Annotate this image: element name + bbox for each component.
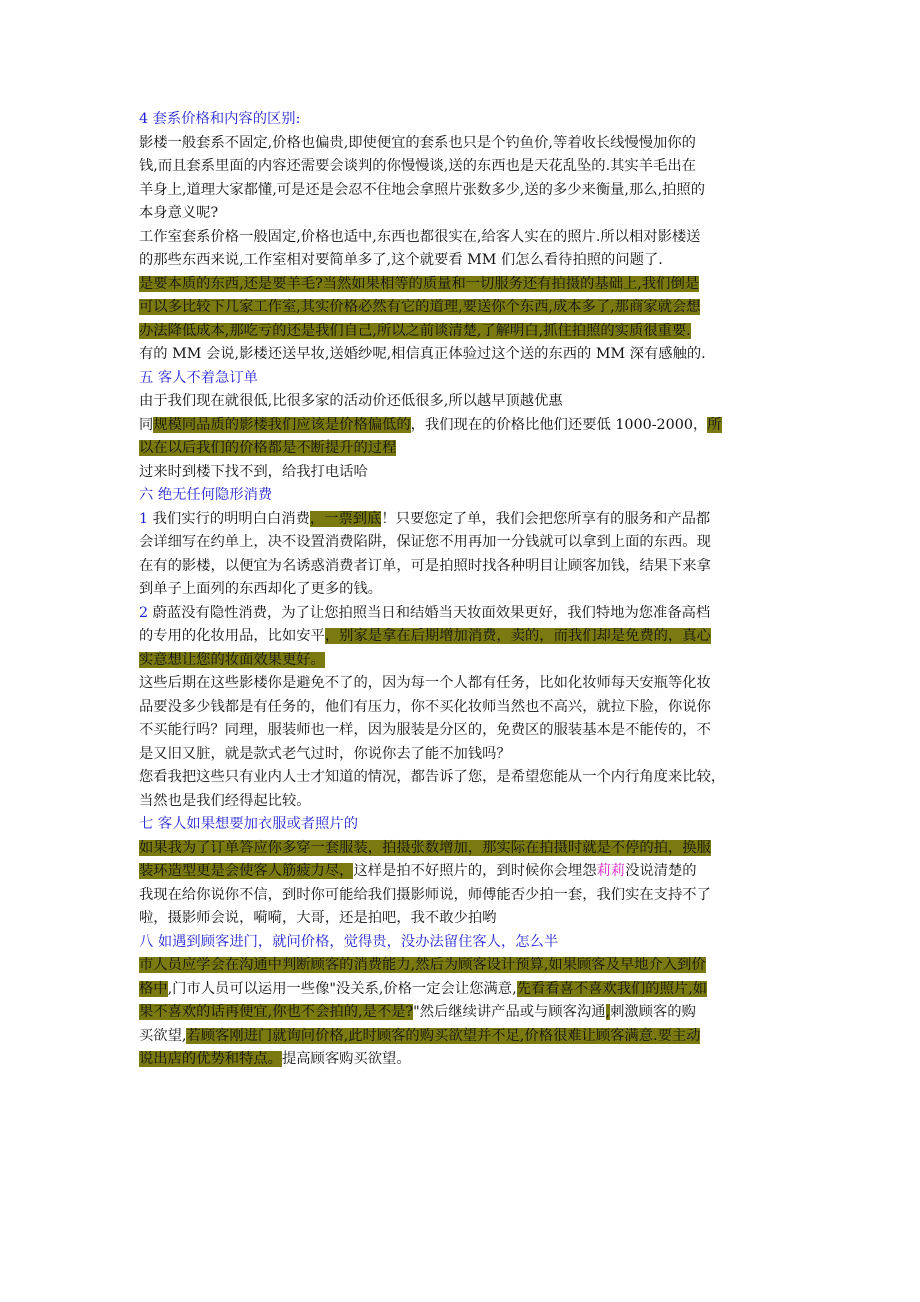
text-span: 刺激顾客的购 (610, 1004, 696, 1020)
paragraph-line: 的那些东西来说,工作室相对要简单多了,这个就要看 MM 们怎么看待拍照的问题了. (139, 252, 663, 268)
name-link: 莉莉 (596, 863, 626, 879)
text-span: 这样是拍不好照片的，到时候你会埋怨 (353, 863, 597, 879)
paragraph-line: 由于我们现在就很低,比很多家的活动价还低很多,所以越早顶越优惠 (139, 393, 563, 409)
highlighted-text: 是要本质的东西,还是要羊毛?当然如果相等的质量和一切服务还有拍摄的基础上,我们倒是 (139, 275, 700, 292)
text-span: ,门市人员可以运用一些像"没关系,价格一定会让您满意, (167, 980, 517, 997)
paragraph-line: 到单子上面列的东西却化了更多的钱。 (139, 581, 383, 597)
paragraph-line: 在有的影楼，以便宜为名诱惑消费者订单，可是拍照时找各种明目让顾客加钱，结果下来拿 (139, 557, 711, 574)
text-span: 蔚蓝没有隐性消费，为了让您拍照当日和结婚当天妆面效果更好，我们特地为您准备高档 (148, 604, 711, 621)
paragraph-line: 工作室套系价格一般固定,价格也适中,东西也都很实在,给客人实在的照片.所以相对影楼送 (139, 228, 701, 245)
paragraph-line (139, 625, 783, 649)
paragraph-line: 啦，摄影师会说，嗬嗬，大哥，还是拍吧，我不敢少拍哟 (139, 910, 497, 926)
paragraph-line (139, 1025, 783, 1049)
text-span: 提高顾客购买欲望。 (281, 1051, 411, 1067)
item-number: 2 (139, 604, 149, 621)
highlighted-text: 可以多比较下几家工作室,其实价格必然有它的道理,要送你个东西,成本多了,那商家就会想 (139, 299, 701, 315)
paragraph-line (139, 508, 783, 532)
section-heading-8: 八 如遇到顾客进门，就问价格，觉得贵，没办法留住客人，怎么半 (139, 933, 559, 950)
highlighted-text: 若顾客刚进门就询问价格,此时顾客的购买欲望并不足,价格很难让顾客满意.要主动 (186, 1027, 701, 1044)
paragraph-line: 我现在给你说你不信，到时你可能给我们摄影师说，师傅能否少拍一套，我们实在支持不了 (139, 886, 711, 903)
text-span: 没说清楚的 (625, 863, 697, 879)
paragraph-line: 有的 MM 会说,影楼还送早妆,送婚纱呢,相信真正体验过这个送的东西的 MM 深有感触的. (139, 346, 706, 362)
highlighted-text: 以在以后我们的价格都是不断提升的过程 (139, 440, 397, 456)
highlighted-text: 格中 (139, 980, 168, 997)
paragraph-line (139, 414, 783, 438)
section-heading-6: 六 绝无任何隐形消费 (139, 487, 273, 503)
text-span: 同 (139, 416, 154, 433)
paragraph-line: 本身意义呢? (139, 205, 219, 221)
section-heading-4: 4 套系价格和内容的区别: (139, 111, 301, 127)
highlighted-text: 实意想让您的妆面效果更好。 (139, 651, 325, 668)
paragraph-line (139, 860, 783, 884)
paragraph-line: 您看我把这些只有业内人士才知道的情况，都告诉了您，是希望您能从一个内行角度来比较， (139, 769, 726, 785)
text-span: ！只要您定了单，我们会把您所享有的服务和产品都 (381, 510, 711, 527)
paragraph-line (139, 602, 783, 626)
item-number: 1 (139, 510, 149, 527)
paragraph-line (139, 978, 783, 1002)
highlighted-text: 装环造型更是会使客人筋疲力尽， (139, 863, 354, 879)
paragraph-line: 品要没多少钱都是有任务的，他们有压力，你不买化妆师当然也不高兴，就拉下脸，你说你 (139, 698, 711, 715)
highlighted-text: ，一票到底 (309, 510, 382, 527)
paragraph-line: 过来时到楼下找不到，给我打电话哈 (139, 463, 368, 480)
section-heading-7: 七 客人如果想要加衣服或者照片的 (139, 816, 358, 832)
text-span: ，我们现在的价格比他们还要低 1000-2000， (410, 416, 708, 433)
highlighted-text: 如果我为了订单答应你多穿一套服装，拍摄张数增加，那实际在拍摄时就是不停的拍，换服 (139, 839, 711, 856)
document-body (139, 108, 783, 1072)
paragraph-line: 是又旧又脏，就是款式老气过时，你说你去了能不加钱吗？ (139, 745, 511, 762)
paragraph-line: 影楼一般套系不固定,价格也偏贵,即使便宜的套系也只是个钓鱼价,等着收长线慢慢加你的 (139, 134, 696, 151)
text-span: 的专用的化妆用品，比如安平 (139, 628, 325, 644)
highlighted-text: 市人员应学会在沟通中判断顾客的消费能力,然后为顾客设计预算,如果顾客及早地介入到价 (139, 957, 706, 973)
text-span: "然后继续讲产品或与顾客沟通 (413, 1004, 606, 1020)
highlighted-text: ，别家是拿在后期增加消费，卖的，而我们却是免费的，真心 (324, 628, 711, 644)
paragraph-line (139, 1048, 783, 1072)
highlighted-text: 办法降低成本,那吃亏的还是我们自己,所以之前谈清楚,了解明白,抓住拍照的实质很重要. (139, 322, 691, 339)
highlighted-text: 果不喜欢的话再便宜,你也不会拍的,是不是? (139, 1004, 414, 1020)
highlighted-text: 先看看喜不喜欢我们的照片,如 (516, 980, 708, 997)
paragraph-line: 会详细写在约单上，决不设置消费陷阱，保证您不用再加一分钱就可以拿到上面的东西。现 (139, 534, 711, 550)
paragraph-line: 钱,而且套系里面的内容还需要会谈判的你慢慢谈,送的东西也是天花乱坠的.其实羊毛出在 (139, 158, 696, 174)
paragraph-line: 不买能行吗？同理，服装师也一样，因为服装是分区的，免费区的服装基本是不能传的，不 (139, 722, 711, 738)
highlighted-text: 说出店的优势和特点。 (139, 1051, 282, 1067)
paragraph-line: 羊身上,道理大家都懂,可是还是会忍不住地会拿照片张数多少,送的多少来衡量,那么,拍照的 (139, 181, 706, 198)
highlighted-text: , (605, 1004, 611, 1020)
highlighted-text: 规模同品质的影楼我们应该是价格偏低的 (153, 416, 411, 433)
text-span: 我们实行的明明白白消费 (148, 510, 310, 527)
paragraph-line: 当然也是我们经得起比较。 (139, 792, 311, 809)
highlighted-text: 所 (707, 416, 722, 433)
paragraph-line: 这些后期在这些影楼你是避免不了的，因为每一个人都有任务，比如化妆师每天安瓶等化妆 (139, 675, 711, 691)
paragraph-line (139, 1001, 783, 1025)
section-heading-5: 五 客人不着急订单 (139, 369, 258, 386)
text-span: 买欲望, (139, 1027, 187, 1044)
